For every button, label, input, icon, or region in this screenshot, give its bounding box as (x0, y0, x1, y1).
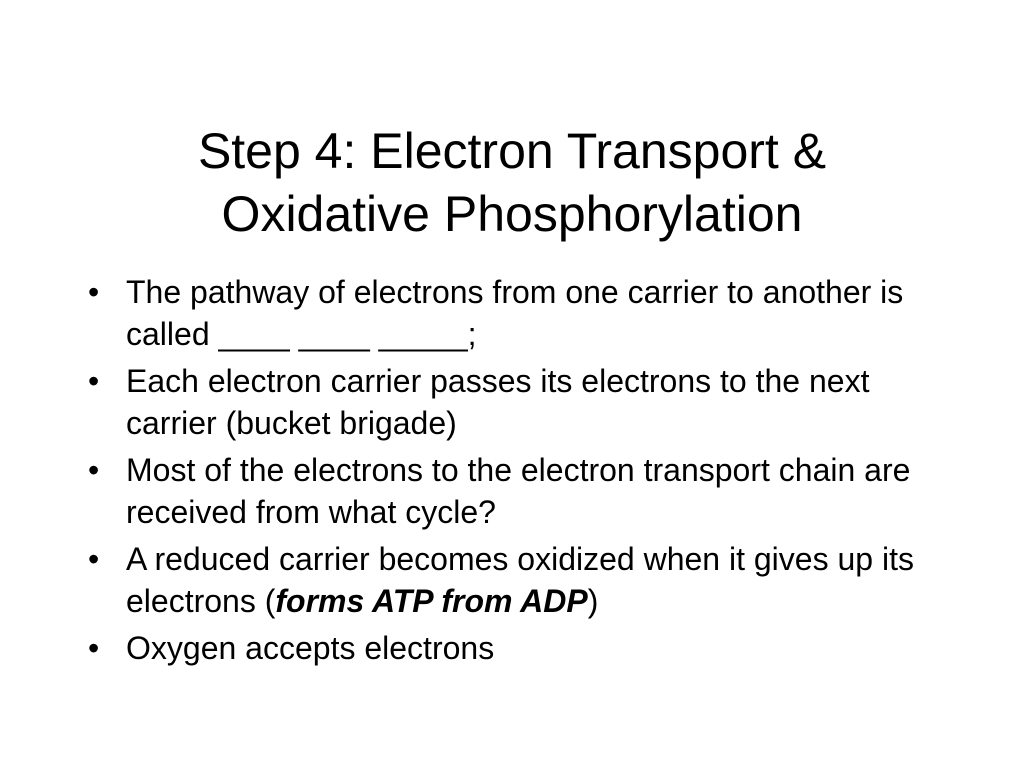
bullet-marker: • (88, 630, 100, 666)
slide-title (60, 120, 964, 246)
slide-title-line-2: Oxidative Phosphorylation (221, 185, 803, 242)
bullet-item-bucket-brigade (88, 360, 948, 444)
bullet-item-electron-source-cycle (88, 449, 948, 533)
bullet-item-oxygen (88, 627, 948, 669)
bullet-text: Most of the electrons to the electron transport chain are received from what cycle? (126, 452, 911, 530)
bullet-text-after: ) (587, 583, 599, 619)
bullet-list (88, 271, 948, 674)
bullet-text: Oxygen accepts electrons (126, 630, 495, 666)
bullet-text-before: A reduced carrier becomes oxidized when it gives up its electrons ( (126, 541, 914, 619)
bullet-marker: • (88, 452, 100, 488)
bullet-marker: • (88, 363, 100, 399)
bullet-marker: • (88, 274, 100, 310)
bullet-text: Each electron carrier passes its electrons to the next carrier (bucket brigade) (126, 363, 870, 441)
slide-title-line-1: Step 4: Electron Transport & (197, 122, 827, 179)
bullet-text: The pathway of electrons from one carrier to another is called ____ ____ _____; (126, 274, 904, 352)
bullet-marker: • (88, 541, 100, 577)
bullet-item-reduced-carrier (88, 538, 948, 622)
bullet-emphasis: forms ATP from ADP (275, 583, 588, 619)
bullet-item-electron-pathway (88, 271, 948, 355)
